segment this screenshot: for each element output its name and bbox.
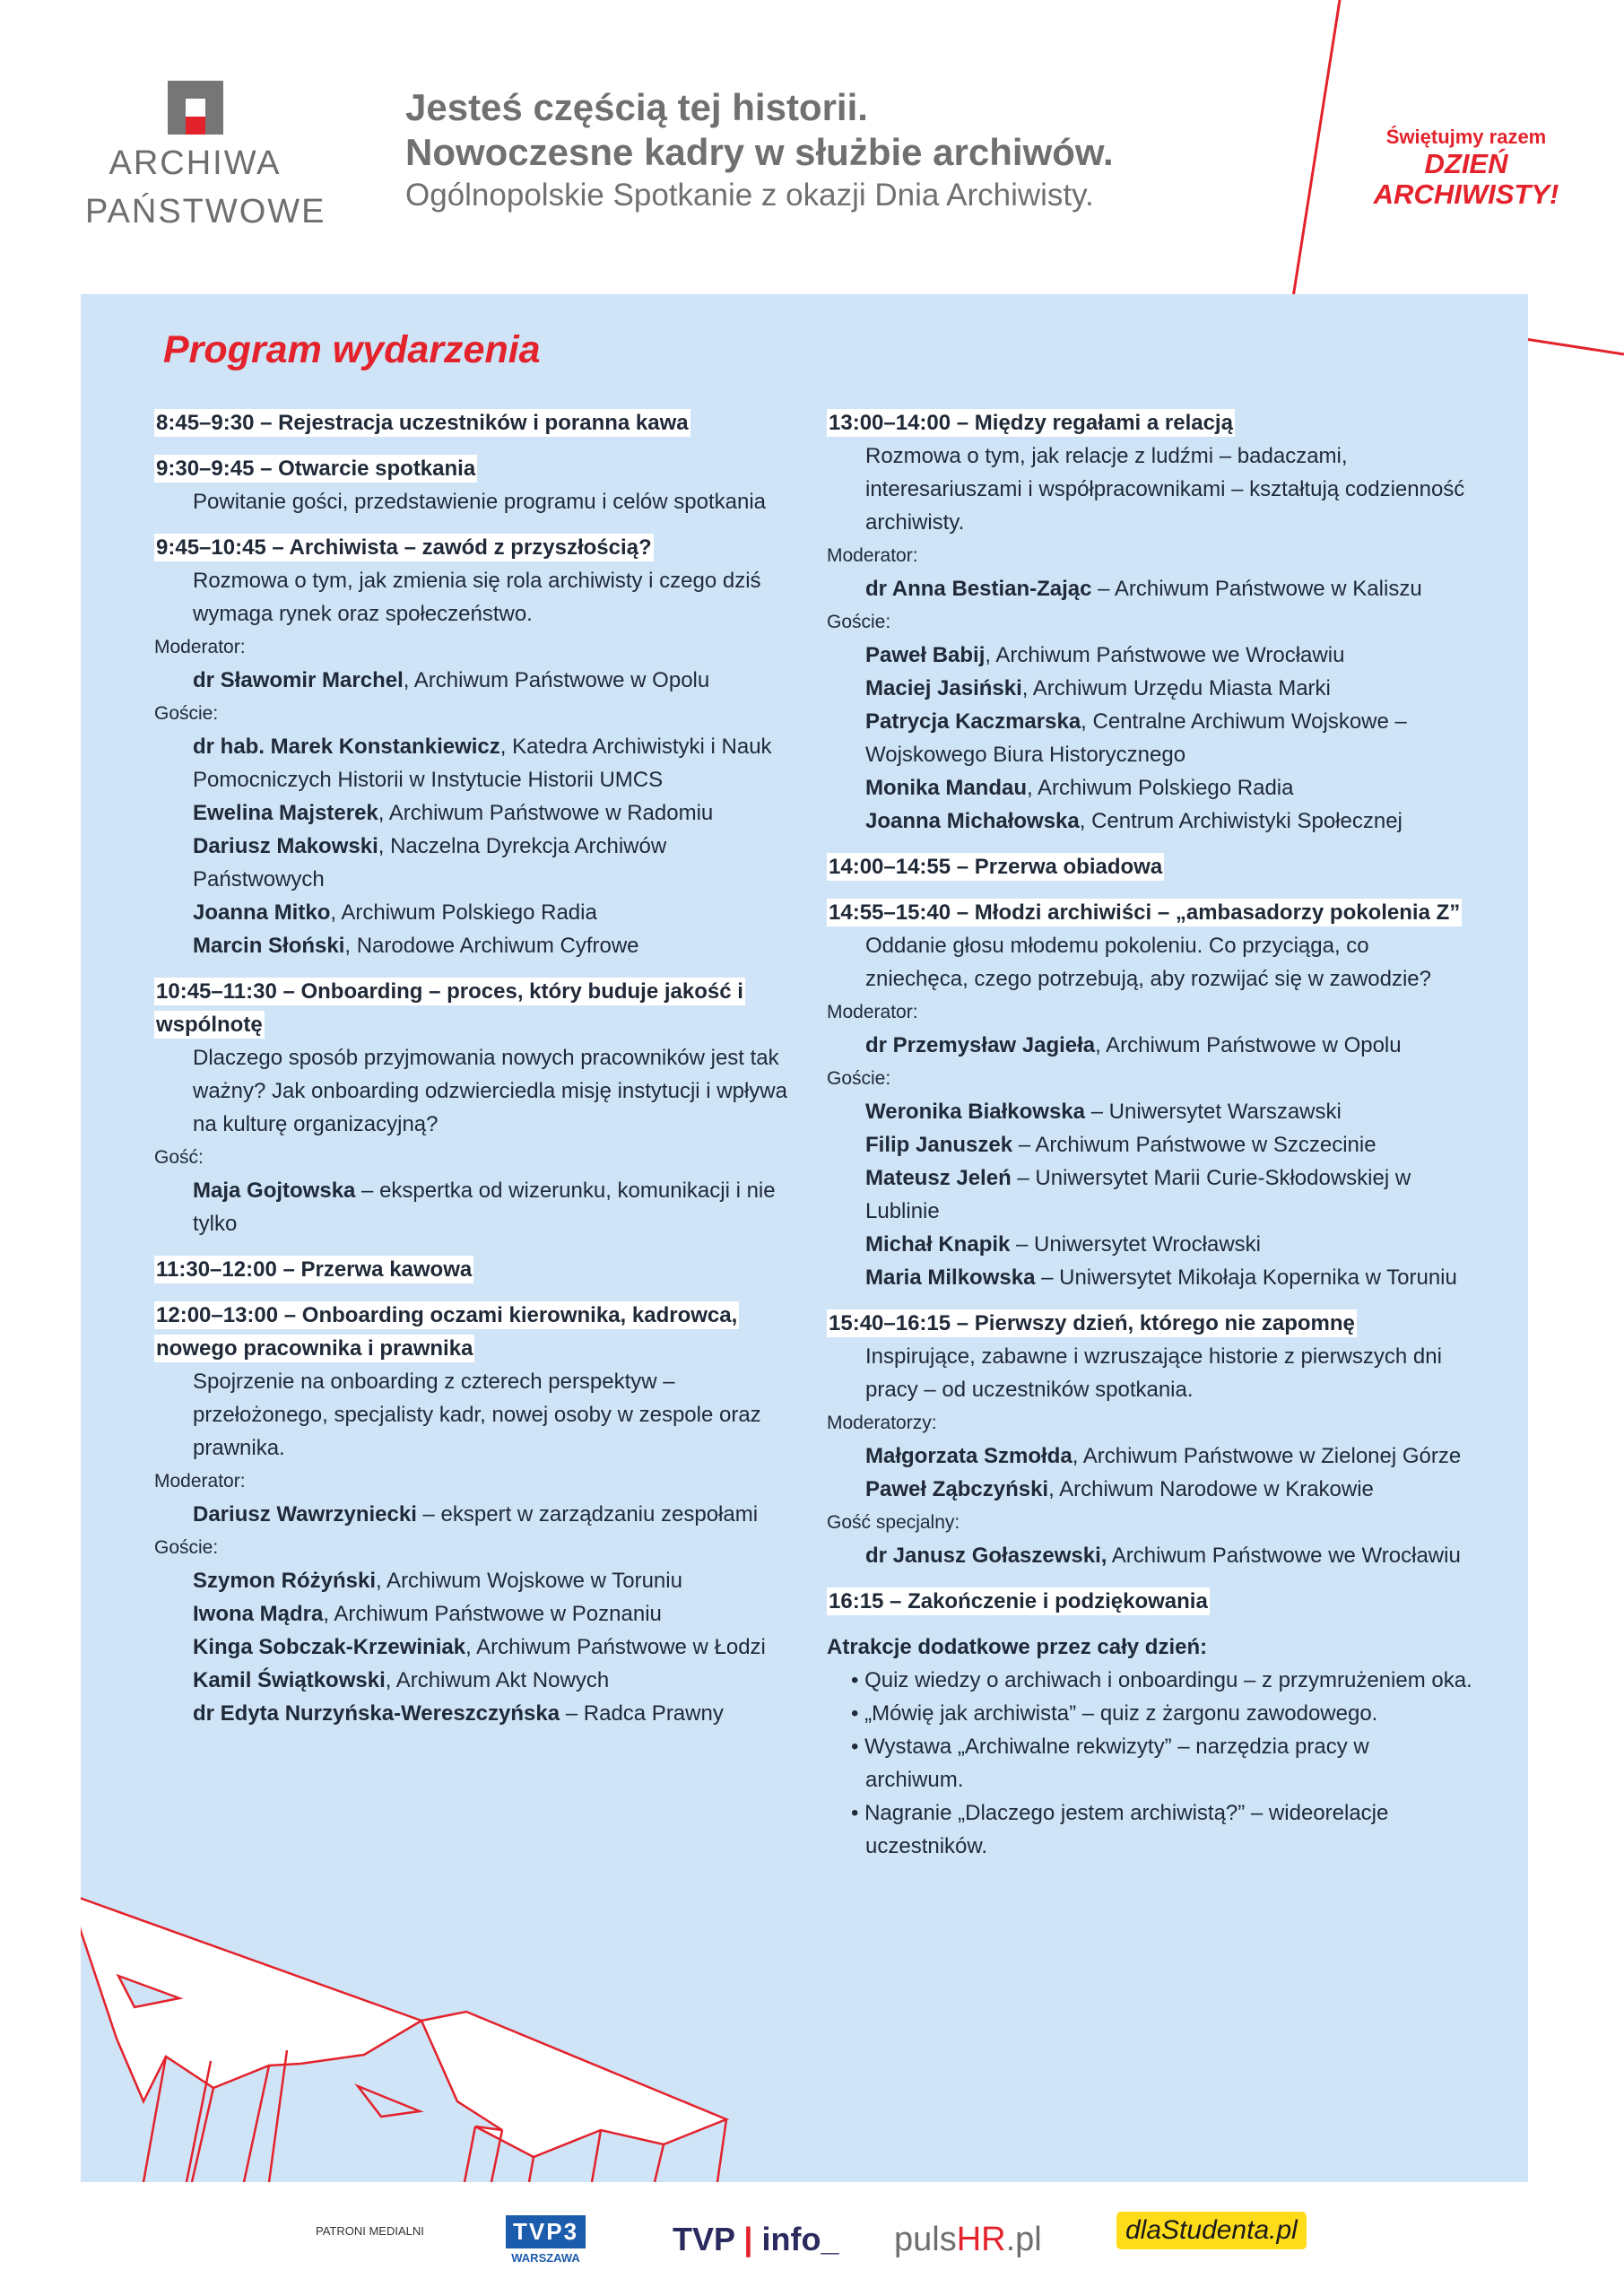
person-affiliation: , Archiwum Polskiego Radia — [330, 900, 597, 925]
person-entry — [154, 1631, 800, 1664]
tvp-info-bar-icon: | — [743, 2221, 753, 2257]
person-entry — [154, 1697, 800, 1730]
person-entry — [154, 1664, 800, 1697]
person-entry — [827, 1228, 1472, 1261]
person-name: dr Janusz Gołaszewski, — [865, 1544, 1107, 1568]
person-name: dr Anna Bestian-Zając — [865, 577, 1092, 601]
slot-heading-wrap — [154, 531, 800, 564]
person-name: Maria Milkowska — [865, 1265, 1036, 1290]
role-label: Moderator: — [827, 1002, 918, 1022]
person-affiliation: , Archiwum Wojskowe w Toruniu — [376, 1569, 682, 1593]
person-affiliation: , Archiwum Państwowe we Wrocławiu — [985, 643, 1345, 667]
slot-description: Spojrzenie na onboarding z czterech perspektyw – przełożonego, specjalisty kadr, nowej osoby w zespole oraz prawnika. — [193, 1370, 761, 1460]
attraction-text: Wystawa „Archiwalne rekwizyty” – narzędzia pracy w archiwum. — [864, 1735, 1369, 1792]
slot-heading-wrap — [827, 406, 1472, 439]
headline-line2: Nowoczesne kadry w służbie archiwów. — [405, 131, 1114, 173]
role-label: Goście: — [154, 1537, 219, 1558]
person-entry — [154, 896, 800, 929]
person-entry — [154, 1498, 800, 1531]
slot-heading: 15:40–16:15 – Pierwszy dzień, którego nie zapomnę — [829, 1311, 1355, 1335]
person-affiliation: , Archiwum Urzędu Miasta Marki — [1021, 676, 1331, 700]
program-panel — [81, 294, 1528, 2182]
role-label: Goście: — [827, 1068, 891, 1089]
person-name: Joanna Michałowska — [865, 809, 1080, 833]
program-left-column — [154, 406, 800, 1743]
person-name: Michał Knapik — [865, 1232, 1011, 1257]
header-headline — [405, 85, 1114, 216]
program-slot — [827, 850, 1472, 883]
attraction-item — [827, 1664, 1472, 1697]
bullet-icon: • — [851, 1735, 865, 1759]
tvp-info-name: TVP — [673, 2221, 735, 2257]
role-label: Goście: — [827, 612, 891, 632]
program-title: Program wydarzenia — [163, 328, 541, 371]
attraction-item — [827, 1730, 1472, 1796]
program-slot — [154, 452, 800, 518]
person-name: Marcin Słoński — [193, 934, 345, 958]
logo-line2: PAŃSTWOWE — [85, 193, 326, 230]
pulshr-accent: HR — [956, 2221, 1006, 2258]
person-affiliation: , Centralne Archiwum Wojskowe – Wojskowego Biura Historycznego — [865, 709, 1407, 767]
person-entry — [154, 830, 800, 896]
dlastudenta-name: dlaStudenta.pl — [1125, 2215, 1298, 2245]
person-affiliation: , Archiwum Państwowe w Łodzi — [465, 1635, 766, 1659]
person-name: Weronika Białkowska — [865, 1100, 1085, 1124]
slot-heading-wrap — [827, 850, 1472, 883]
person-affiliation: , Archiwum Państwowe w Radomiu — [378, 801, 714, 825]
person-affiliation: , Archiwum Polskiego Radia — [1027, 776, 1294, 800]
slot-heading: 13:00–14:00 – Między regałami a relacją — [829, 411, 1233, 435]
person-name: Filip Januszek — [865, 1133, 1013, 1157]
pulshr-logo — [894, 2221, 1042, 2259]
person-affiliation: , Archiwum Akt Nowych — [385, 1668, 610, 1692]
slot-heading-wrap — [827, 896, 1472, 929]
tvp3-name: TVP3 — [506, 2215, 586, 2248]
slot-description: Dlaczego sposób przyjmowania nowych pracowników jest tak ważny? Jak onboarding odzwierciedla misję instytucji i wpływa na kulturę organizacyjną? — [193, 1046, 787, 1136]
person-affiliation: – ekspert w zarządzaniu zespołami — [416, 1502, 759, 1526]
person-name: Paweł Babij — [865, 643, 986, 667]
slot-description: Oddanie głosu młodemu pokoleniu. Co przyciąga, co zniechęca, czego potrzebują, aby rozwijać się w zawodzie? — [865, 934, 1431, 991]
person-affiliation: – Uniwersytet Wrocławski — [1010, 1232, 1261, 1257]
slot-heading-wrap — [154, 406, 800, 439]
person-affiliation: – ekspertka od wizerunku, komunikacji i nie tylko — [193, 1178, 776, 1236]
attraction-item — [827, 1697, 1472, 1730]
slot-heading-wrap — [154, 975, 800, 1041]
media-patrons-footer — [0, 2188, 1624, 2296]
dlastudenta-logo — [1116, 2212, 1307, 2249]
role-label: Goście: — [154, 703, 219, 724]
badge-line1: Świętujmy razem — [1385, 126, 1547, 148]
person-name: dr Przemysław Jagieła — [865, 1033, 1096, 1057]
bullet-icon: • — [851, 1801, 865, 1825]
slot-description: Powitanie gości, przedstawienie programu i celów spotkania — [193, 490, 766, 514]
slot-heading: 8:45–9:30 – Rejestracja uczestników i poranna kawa — [156, 411, 689, 435]
person-entry — [827, 1128, 1472, 1161]
person-name: Maciej Jasiński — [865, 676, 1022, 700]
program-slot — [827, 1307, 1472, 1572]
slot-description: Rozmowa o tym, jak zmienia się rola archiwisty i czego dziś wymaga rynek oraz społeczeństwo. — [193, 569, 761, 626]
person-name: Paweł Ząbczyński — [865, 1477, 1049, 1501]
headline-line3: Ogólnopolskie Spotkanie z okazji Dnia Archiwisty. — [405, 178, 1094, 213]
person-name: Patrycja Kaczmarska — [865, 709, 1081, 734]
person-entry — [827, 1029, 1472, 1062]
slot-heading: 14:00–14:55 – Przerwa obiadowa — [829, 855, 1163, 879]
person-affiliation: – Archiwum Państwowe w Kaliszu — [1091, 577, 1422, 601]
person-entry — [154, 1597, 800, 1631]
person-name: Maja Gojtowska — [193, 1178, 356, 1203]
person-affiliation: – Uniwersytet Warszawski — [1085, 1100, 1342, 1124]
pulshr-name: puls — [894, 2221, 957, 2258]
slot-heading: 10:45–11:30 – Onboarding – proces, który buduje jakość i wspólnotę — [156, 979, 743, 1037]
role-label: Moderator: — [827, 545, 918, 566]
person-name: dr Sławomir Marchel — [193, 668, 404, 692]
person-affiliation: – Archiwum Państwowe w Szczecinie — [1012, 1133, 1376, 1157]
person-affiliation: , Archiwum Państwowe w Opolu — [403, 668, 710, 692]
program-slot — [154, 1253, 800, 1286]
slot-description: Inspirujące, zabawne i wzruszające historie z pierwszych dni pracy – od uczestników spotkania. — [865, 1344, 1442, 1402]
person-entry — [154, 1564, 800, 1597]
person-entry — [154, 796, 800, 830]
person-entry — [827, 639, 1472, 672]
slot-heading: 11:30–12:00 – Przerwa kawowa — [156, 1257, 473, 1282]
person-entry — [827, 1473, 1472, 1506]
slot-heading: 9:45–10:45 – Archiwista – zawód z przyszłością? — [156, 535, 652, 560]
badge-line3: ARCHIWISTY! — [1373, 178, 1559, 210]
badge-line2: DZIEŃ — [1424, 148, 1508, 179]
person-entry — [827, 572, 1472, 605]
person-entry — [827, 1439, 1472, 1473]
person-affiliation: – Uniwersytet Marii Curie-Skłodowskiej w Lublinie — [865, 1166, 1411, 1223]
patrons-label: PATRONI MEDIALNI — [316, 2224, 424, 2238]
person-entry — [827, 1161, 1472, 1228]
slot-heading: 9:30–9:45 – Otwarcie spotkania — [156, 457, 476, 481]
decorative-3d-letters-icon — [81, 1895, 816, 2182]
bullet-icon: • — [851, 1668, 865, 1692]
program-right-column — [827, 406, 1472, 1863]
slot-heading-wrap — [827, 1585, 1472, 1618]
person-entry — [827, 1261, 1472, 1294]
slot-heading: 12:00–13:00 – Onboarding oczami kierownika, kadrowca, nowego pracownika i prawnika — [156, 1303, 738, 1361]
pulshr-suffix: .pl — [1005, 2221, 1042, 2258]
attraction-text: Nagranie „Dlaczego jestem archiwistą?” – wideorelacje uczestników. — [864, 1801, 1389, 1858]
person-name: Dariusz Makowski — [193, 834, 378, 858]
person-entry — [827, 1539, 1472, 1572]
attraction-text: Quiz wiedzy o archiwach i onboardingu – z przymrużeniem oka. — [864, 1668, 1472, 1692]
person-affiliation: , Centrum Archiwistyki Społecznej — [1079, 809, 1403, 833]
person-name: Kinga Sobczak-Krzewiniak — [193, 1635, 466, 1659]
person-name: Dariusz Wawrzyniecki — [193, 1502, 417, 1526]
headline-line1: Jesteś częścią tej historii. — [405, 86, 868, 128]
logo-line1: ARCHIWA — [109, 144, 282, 182]
person-affiliation: , Katedra Archiwistyki i Nauk Pomocniczych Historii w Instytucie Historii UMCS — [193, 735, 772, 792]
program-slot — [827, 896, 1472, 1294]
person-entry — [827, 705, 1472, 771]
attractions-title: Atrakcje dodatkowe przez cały dzień: — [827, 1635, 1208, 1659]
person-name: Małgorzata Szmołda — [865, 1444, 1073, 1468]
person-name: Monika Mandau — [865, 776, 1028, 800]
attraction-text: „Mówię jak archiwista” – quiz z żargonu zawodowego. — [864, 1701, 1378, 1726]
person-entry — [154, 1174, 800, 1240]
tvp3-sub: WARSZAWA — [511, 2251, 580, 2265]
attraction-item — [827, 1796, 1472, 1863]
person-name: dr Edyta Nurzyńska-Wereszczyńska — [193, 1701, 560, 1726]
slot-heading-wrap — [154, 1299, 800, 1365]
slot-heading-wrap — [827, 1307, 1472, 1340]
person-name: Kamil Świątkowski — [193, 1668, 386, 1692]
bullet-icon: • — [851, 1701, 865, 1726]
role-label: Moderator: — [154, 637, 246, 657]
logo-mark-icon — [168, 81, 223, 135]
person-affiliation: , Naczelna Dyrekcja Archiwów Państwowych — [193, 834, 667, 891]
person-affiliation: , Archiwum Narodowe w Krakowie — [1048, 1477, 1374, 1501]
slot-heading: 14:55–15:40 – Młodzi archiwiści – „ambasadorzy pokolenia Z” — [829, 900, 1461, 925]
role-label: Moderator: — [154, 1471, 246, 1492]
person-name: Iwona Mądra — [193, 1602, 324, 1626]
program-slot — [154, 531, 800, 962]
celebration-badge — [1345, 126, 1587, 210]
person-entry — [827, 771, 1472, 804]
person-entry — [154, 730, 800, 796]
person-affiliation: , Archiwum Państwowe w Poznaniu — [323, 1602, 662, 1626]
program-slot — [827, 406, 1472, 838]
person-name: Szymon Różyński — [193, 1569, 377, 1593]
role-label: Gość: — [154, 1147, 204, 1168]
person-affiliation: , Archiwum Państwowe w Zielonej Górze — [1072, 1444, 1462, 1468]
tvp3-logo — [506, 2215, 586, 2265]
person-affiliation: Archiwum Państwowe we Wrocławiu — [1107, 1544, 1461, 1568]
person-affiliation: – Uniwersytet Mikołaja Kopernika w Toruniu — [1035, 1265, 1457, 1290]
person-name: Ewelina Majsterek — [193, 801, 378, 825]
role-label: Moderatorzy: — [827, 1413, 937, 1433]
role-label: Gość specjalny: — [827, 1512, 960, 1533]
person-entry — [827, 672, 1472, 705]
tvp-info-suffix: info_ — [761, 2221, 839, 2257]
tvp-info-logo — [673, 2221, 838, 2258]
slot-description: Rozmowa o tym, jak relacje z ludźmi – badaczami, interesariuszami i współpracownikami – kształtują codzienność archiwisty. — [865, 444, 1465, 535]
program-slot — [154, 1299, 800, 1730]
person-affiliation: – Radca Prawny — [560, 1701, 724, 1726]
program-slot — [827, 1585, 1472, 1618]
program-slot — [154, 406, 800, 439]
person-name: Joanna Mitko — [193, 900, 331, 925]
slot-heading-wrap — [154, 1253, 800, 1286]
archiwa-panstwowe-logo — [85, 81, 326, 231]
person-entry — [154, 929, 800, 962]
person-entry — [827, 1095, 1472, 1128]
person-entry — [154, 664, 800, 697]
person-name: Mateusz Jeleń — [865, 1166, 1012, 1190]
slot-heading: 16:15 – Zakończenie i podziękowania — [829, 1589, 1208, 1613]
slot-heading-wrap — [154, 452, 800, 485]
person-entry — [827, 804, 1472, 838]
person-name: dr hab. Marek Konstankiewicz — [193, 735, 500, 759]
person-affiliation: , Narodowe Archiwum Cyfrowe — [344, 934, 639, 958]
person-affiliation: , Archiwum Państwowe w Opolu — [1095, 1033, 1402, 1057]
program-slot — [154, 975, 800, 1240]
